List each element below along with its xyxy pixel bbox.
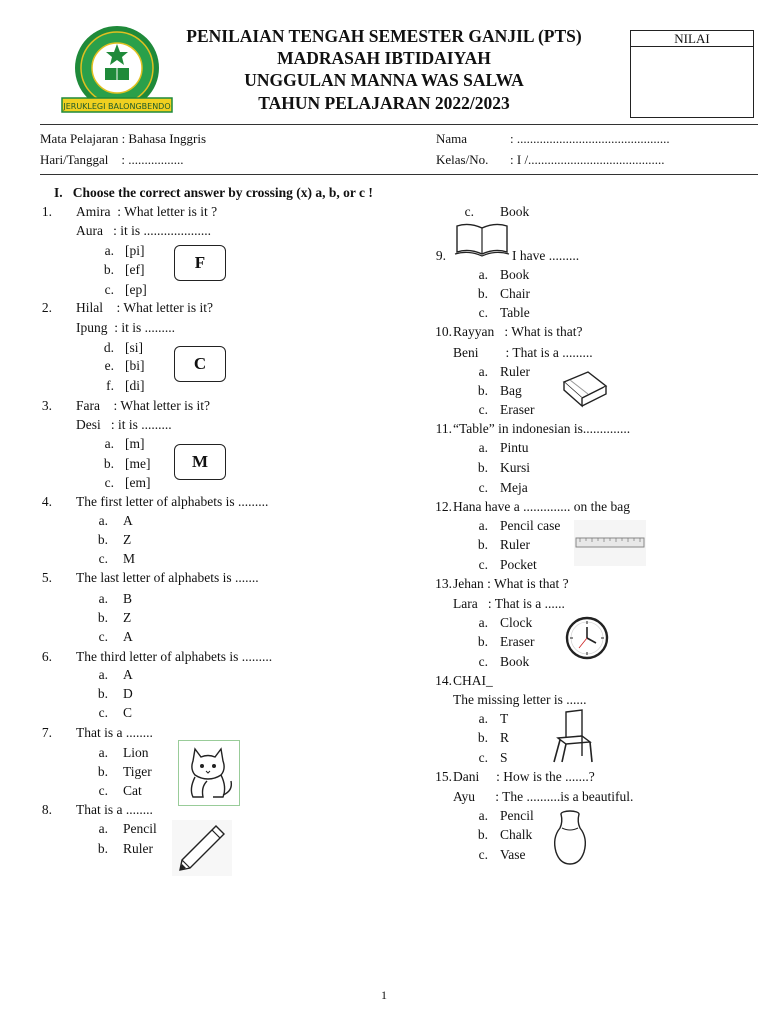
- question-15-text: Dani : How is the .......?: [453, 769, 595, 784]
- header-title-line-4: TAHUN PELAJARAN 2022/2023: [258, 93, 510, 113]
- page-number: 1: [381, 988, 387, 1002]
- cat-picture: [178, 740, 240, 806]
- question-2-text: Hilal : What letter is it?: [76, 300, 213, 315]
- clock-picture: [565, 616, 609, 660]
- question-4-number: 4.: [41, 494, 52, 509]
- question-6-option-a[interactable]: A: [123, 667, 133, 682]
- question-8-text: That is a ........: [76, 802, 153, 817]
- question-7-option-c-letter[interactable]: c.: [98, 783, 108, 798]
- score-box-label: NILAI: [631, 31, 753, 47]
- question-10-option-c[interactable]: Eraser: [500, 402, 535, 417]
- question-2-option-e[interactable]: [bi]: [125, 358, 145, 373]
- question-10-option-b-letter[interactable]: b.: [477, 383, 488, 398]
- pencil-picture: [172, 820, 232, 876]
- eraser-picture: [558, 368, 610, 408]
- question-8-number: 8.: [41, 802, 52, 817]
- question-14-option-a[interactable]: T: [500, 711, 509, 726]
- question-6-option-a-letter[interactable]: a.: [98, 667, 108, 682]
- question-3-option-a-letter[interactable]: a.: [104, 436, 114, 451]
- question-3-option-c-letter[interactable]: c.: [104, 475, 114, 490]
- question-9-number: 9.: [435, 248, 446, 263]
- question-12-option-c[interactable]: Pocket: [500, 557, 537, 572]
- question-9-option-b[interactable]: Chair: [500, 286, 530, 301]
- question-13-option-c-letter[interactable]: c.: [478, 654, 488, 669]
- question-1-option-a[interactable]: [pi]: [125, 243, 145, 258]
- question-2-number: 2.: [41, 300, 52, 315]
- question-4-option-b-letter[interactable]: b.: [97, 532, 108, 547]
- question-8-option-a-letter[interactable]: a.: [98, 821, 108, 836]
- question-2-letter-box: C: [174, 346, 226, 382]
- question-10-number: 10.: [435, 324, 452, 339]
- question-2-option-f-letter[interactable]: f.: [106, 378, 114, 393]
- question-14-text: CHAI_: [453, 673, 493, 688]
- question-9-option-c[interactable]: Table: [500, 305, 530, 320]
- question-3-option-c[interactable]: [em]: [125, 475, 151, 490]
- question-12-option-a-letter[interactable]: a.: [478, 518, 488, 533]
- question-12-option-a[interactable]: Pencil case: [500, 518, 561, 533]
- question-15-option-a-letter[interactable]: a.: [478, 808, 488, 823]
- ruler-picture: [574, 520, 646, 566]
- question-4-option-b[interactable]: Z: [123, 532, 132, 547]
- question-2-option-e-letter[interactable]: e.: [104, 358, 114, 373]
- question-1-text: Amira : What letter is it ?: [76, 204, 218, 219]
- question-13-option-b-letter[interactable]: b.: [477, 634, 488, 649]
- question-1-text-line-2: Aura : it is ....................: [76, 223, 211, 238]
- question-9-option-c-letter[interactable]: c.: [478, 305, 488, 320]
- question-4-option-a-letter[interactable]: a.: [98, 513, 108, 528]
- name-label: Nama: [436, 131, 468, 146]
- question-6-number: 6.: [41, 649, 52, 664]
- question-15-option-c-letter[interactable]: c.: [478, 847, 488, 862]
- class-label: Kelas/No.: [436, 152, 489, 167]
- question-1-option-c[interactable]: [ep]: [125, 282, 147, 297]
- question-6-option-c[interactable]: C: [123, 705, 133, 720]
- question-3-option-a[interactable]: [m]: [125, 436, 145, 451]
- question-12-option-b-letter[interactable]: b.: [477, 537, 488, 552]
- question-8-option-c[interactable]: Book: [500, 204, 530, 219]
- date-label: Hari/Tanggal : .................: [40, 152, 184, 167]
- question-7-option-c[interactable]: Cat: [123, 783, 142, 798]
- question-2-text-line-2: Ipung : it is .........: [76, 320, 176, 335]
- question-3-text: Fara : What letter is it?: [76, 398, 210, 413]
- question-5-number: 5.: [41, 570, 52, 585]
- question-10-option-a-letter[interactable]: a.: [478, 364, 488, 379]
- question-11-option-b[interactable]: Kursi: [500, 460, 530, 475]
- question-6-option-b-letter[interactable]: b.: [97, 686, 108, 701]
- question-11-option-b-letter[interactable]: b.: [477, 460, 488, 475]
- question-13-text: Jehan : What is that ?: [453, 576, 569, 591]
- question-7-option-a-letter[interactable]: a.: [98, 745, 108, 760]
- question-2-option-d-letter[interactable]: d.: [103, 340, 114, 355]
- question-11-option-a-letter[interactable]: a.: [478, 440, 488, 455]
- question-10-option-a[interactable]: Ruler: [500, 364, 530, 379]
- header-divider: [40, 124, 758, 125]
- question-6-option-b[interactable]: D: [123, 686, 133, 701]
- header-title-line-1: PENILAIAN TENGAH SEMESTER GANJIL (PTS): [186, 26, 582, 46]
- question-14-option-c-letter[interactable]: c.: [478, 750, 488, 765]
- question-9-option-b-letter[interactable]: b.: [477, 286, 488, 301]
- question-15-option-b[interactable]: Chalk: [500, 827, 533, 842]
- question-6-text: The third letter of alphabets is .........: [76, 649, 273, 664]
- question-13-option-a[interactable]: Clock: [500, 615, 533, 630]
- question-6-option-c-letter[interactable]: c.: [98, 705, 108, 720]
- question-14-option-b-letter[interactable]: b.: [477, 730, 488, 745]
- question-7-option-b[interactable]: Tiger: [123, 764, 152, 779]
- question-1-option-c-letter[interactable]: c.: [104, 282, 114, 297]
- question-7-text: That is a ........: [76, 725, 153, 740]
- question-4-text: The first letter of alphabets is .........: [76, 494, 269, 509]
- question-3-option-b-letter[interactable]: b.: [103, 456, 114, 471]
- question-8-option-c-letter[interactable]: c.: [464, 204, 474, 219]
- question-1-number: 1.: [41, 204, 52, 219]
- header-title-line-2: MADRASAH IBTIDAIYAH: [277, 48, 491, 68]
- chair-picture: [548, 708, 600, 764]
- question-9-option-a[interactable]: Book: [500, 267, 530, 282]
- question-3-number: 3.: [41, 398, 52, 413]
- question-5-option-c[interactable]: A: [123, 629, 133, 644]
- question-11-text: “Table” in indonesian is..............: [453, 421, 631, 436]
- question-13-option-b[interactable]: Eraser: [500, 634, 535, 649]
- question-14-number: 14.: [435, 673, 452, 688]
- question-13-option-a-letter[interactable]: a.: [478, 615, 488, 630]
- question-1-letter-box: F: [174, 245, 226, 281]
- class-field[interactable]: : I /..........................................: [510, 152, 665, 167]
- question-2-option-f[interactable]: [di]: [125, 378, 145, 393]
- question-13-number: 13.: [435, 576, 452, 591]
- question-3-option-b[interactable]: [me]: [125, 456, 151, 471]
- question-1-option-b-letter[interactable]: b.: [103, 262, 114, 277]
- question-4-option-c[interactable]: M: [123, 551, 136, 566]
- question-11-option-a[interactable]: Pintu: [500, 440, 529, 455]
- question-5-option-b[interactable]: Z: [123, 610, 132, 625]
- question-12-option-c-letter[interactable]: c.: [478, 557, 488, 572]
- name-field[interactable]: : ...............................................: [510, 131, 670, 146]
- svg-text:JERUKLEGI BALONGBENDO: JERUKLEGI BALONGBENDO: [63, 102, 171, 111]
- question-5-text: The last letter of alphabets is .......: [76, 570, 259, 585]
- question-12-number: 12.: [435, 499, 452, 514]
- section-title: I. Choose the correct answer by crossing (x) a, b, or c !: [54, 185, 373, 200]
- question-14-option-c[interactable]: S: [500, 750, 508, 765]
- question-10-option-c-letter[interactable]: c.: [478, 402, 488, 417]
- question-7-option-b-letter[interactable]: b.: [97, 764, 108, 779]
- question-7-option-a[interactable]: Lion: [123, 745, 149, 760]
- question-11-number: 11.: [435, 421, 452, 436]
- score-box[interactable]: [630, 30, 754, 118]
- question-7-number: 7.: [41, 725, 52, 740]
- question-8-option-b[interactable]: Ruler: [123, 841, 153, 856]
- book-picture: [453, 220, 511, 258]
- question-13-option-c[interactable]: Book: [500, 654, 530, 669]
- question-14-option-a-letter[interactable]: a.: [478, 711, 488, 726]
- header-title-line-3: UNGGULAN MANNA WAS SALWA: [244, 70, 524, 90]
- question-8-option-a[interactable]: Pencil: [123, 821, 157, 836]
- question-10-text: Rayyan : What is that?: [453, 324, 583, 339]
- question-4-option-c-letter[interactable]: c.: [98, 551, 108, 566]
- question-15-option-b-letter[interactable]: b.: [477, 827, 488, 842]
- question-5-option-b-letter[interactable]: b.: [97, 610, 108, 625]
- subject-label: Mata Pelajaran : Bahasa Inggris: [40, 131, 207, 146]
- question-10-option-b[interactable]: Bag: [500, 383, 522, 398]
- question-1-option-b[interactable]: [ef]: [125, 262, 145, 277]
- info-divider: [40, 174, 758, 175]
- question-5-option-c-letter[interactable]: c.: [98, 629, 108, 644]
- question-1-option-a-letter[interactable]: a.: [104, 243, 114, 258]
- question-15-text-line-2: Ayu : The ..........is a beautiful.: [453, 789, 634, 804]
- question-11-option-c-letter[interactable]: c.: [478, 480, 488, 495]
- question-13-text-line-2: Lara : That is a ......: [453, 596, 565, 611]
- question-14-text-line-2: The missing letter is ......: [453, 692, 587, 707]
- question-9-text: I have .........: [512, 248, 580, 263]
- question-10-text-line-2: Beni : That is a .........: [453, 345, 593, 360]
- question-14-option-b[interactable]: R: [500, 730, 510, 745]
- question-3-letter-box: M: [174, 444, 226, 480]
- vase-picture: [550, 808, 590, 866]
- question-12-option-b[interactable]: Ruler: [500, 537, 530, 552]
- question-2-option-d[interactable]: [si]: [125, 340, 143, 355]
- question-3-text-line-2: Desi : it is .........: [76, 417, 172, 432]
- question-15-number: 15.: [435, 769, 452, 784]
- question-8-option-b-letter[interactable]: b.: [97, 841, 108, 856]
- question-15-option-a[interactable]: Pencil: [500, 808, 534, 823]
- question-11-option-c[interactable]: Meja: [500, 480, 528, 495]
- question-15-option-c[interactable]: Vase: [500, 847, 526, 862]
- question-5-option-a[interactable]: B: [123, 591, 133, 606]
- question-12-text: Hana have a .............. on the bag: [453, 499, 630, 514]
- question-4-option-a[interactable]: A: [123, 513, 133, 528]
- question-5-option-a-letter[interactable]: a.: [98, 591, 108, 606]
- question-9-option-a-letter[interactable]: a.: [478, 267, 488, 282]
